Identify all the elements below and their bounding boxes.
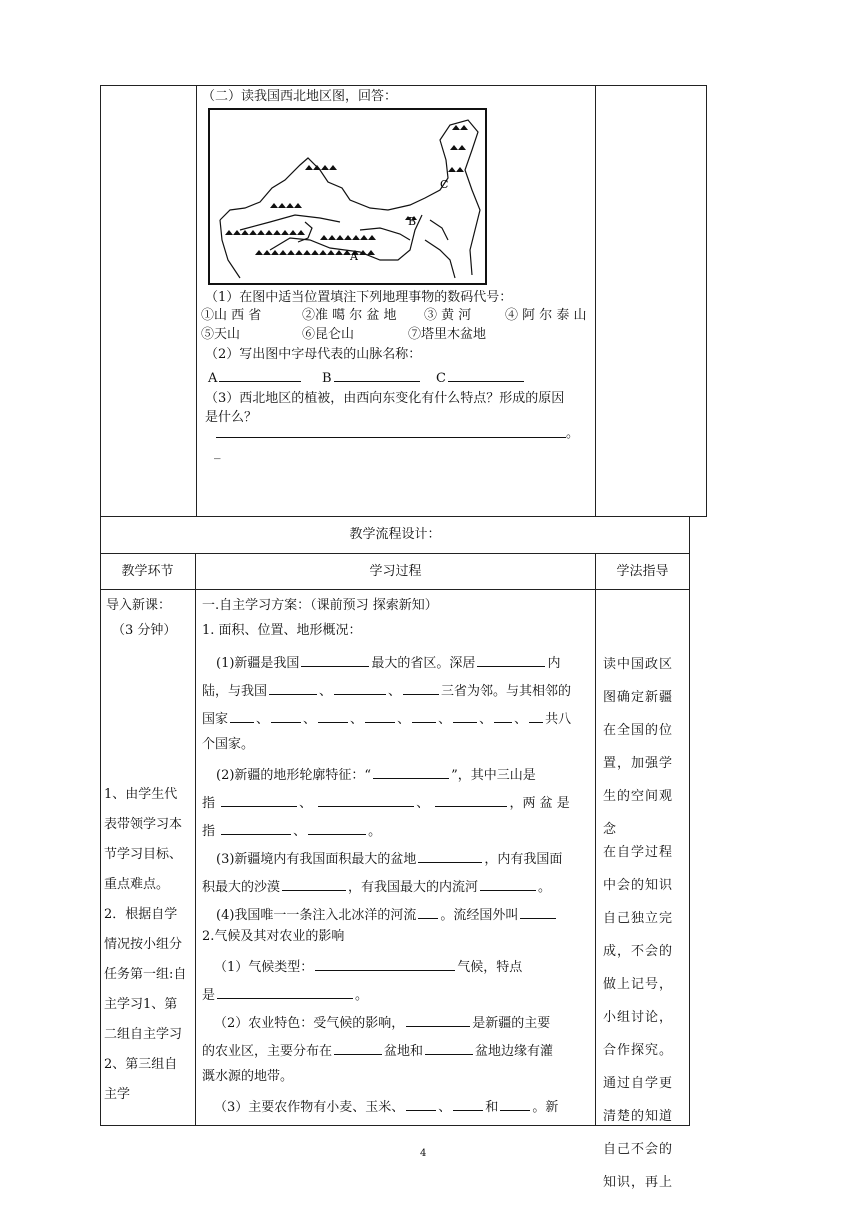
process-c3-row1: （3）主要农作物有小麦、玉米、 、 和 。新: [214, 1096, 558, 1117]
blank[interactable]: [230, 708, 254, 723]
process-line-2: 1. 面积、位置、地形概况：: [202, 623, 362, 638]
c1-text-a: （1）气候类型：: [214, 960, 314, 975]
q1-item-6: ⑥昆仑山: [302, 327, 355, 342]
lower-table-right: [689, 516, 690, 1126]
page-number: 4: [420, 1148, 427, 1159]
blank[interactable]: [318, 792, 414, 807]
blank[interactable]: [373, 764, 449, 779]
blank[interactable]: [334, 1040, 382, 1055]
blank[interactable]: [406, 1096, 436, 1111]
q1-text: （1）在图中适当位置填注下列地理事物的数码代号：: [205, 290, 513, 305]
blank[interactable]: [435, 792, 507, 807]
flow-title: 教学流程设计：: [349, 527, 441, 542]
upper-table-right: [706, 85, 707, 517]
header-teaching-step: 教学环节: [121, 564, 174, 579]
blank[interactable]: [425, 1040, 473, 1055]
blank[interactable]: [418, 904, 438, 919]
c3-text-a: （3）主要农作物有小麦、玉米、: [214, 1100, 405, 1115]
lower-table-col-2: [595, 553, 596, 1126]
q1-item-3: ③ 黄 河: [424, 308, 472, 323]
process-c2-row1: [214, 1012, 550, 1033]
q2-answer-line-c[interactable]: [448, 367, 524, 382]
map-outline-drawing: [210, 110, 485, 283]
col1-intro: 导入新课：: [106, 598, 172, 613]
q2-label-b: B: [322, 371, 332, 386]
blank[interactable]: [453, 1096, 483, 1111]
c2-text-d: 盆地和: [384, 1044, 424, 1059]
q3-end-mark: 。: [566, 426, 580, 441]
upper-table-left: [100, 85, 101, 517]
blank[interactable]: [318, 708, 348, 723]
q2-label-c: C: [436, 371, 446, 386]
process-p2-row3: 指 、 。: [202, 820, 381, 841]
c3-text-c: 。新: [532, 1100, 559, 1115]
p1-text-a: (1)新疆是我国: [216, 656, 300, 671]
p2-text-b: ”，其中三山是: [451, 768, 536, 783]
p3-text-b: ，内有我国面: [484, 852, 563, 867]
map-letter-c: C: [440, 178, 449, 191]
process-section-2: 2.气候及其对农业的影响: [202, 929, 345, 944]
q1-item-7: ⑦塔里木盆地: [408, 327, 487, 342]
p1-text-e: 三省为邻。与其相邻的: [441, 684, 572, 699]
p3-text-c: 积最大的沙漠: [202, 880, 281, 895]
blank[interactable]: [477, 652, 545, 667]
blank[interactable]: [480, 876, 536, 891]
lower-table-row-2: [100, 589, 690, 590]
header-learning-process: 学习过程: [369, 564, 422, 579]
blank[interactable]: [500, 1096, 530, 1111]
lower-table-col-1: [195, 553, 196, 1126]
blank[interactable]: [403, 680, 439, 695]
q3-text-line2: 是什么？: [205, 410, 258, 425]
blank[interactable]: [453, 708, 477, 723]
c2-text-b: 是新疆的主要: [472, 1016, 551, 1031]
blank[interactable]: [520, 904, 556, 919]
process-c1-row2: [202, 984, 368, 1005]
process-p3-row2: [202, 876, 551, 897]
blank[interactable]: [412, 708, 436, 723]
q3-answer-line[interactable]: [216, 437, 566, 438]
p3-text-d: ，有我国最大的内流河: [348, 880, 479, 895]
blank[interactable]: [334, 680, 386, 695]
blank[interactable]: [301, 652, 369, 667]
q3-dash-mark: _: [214, 445, 221, 460]
process-c2-row2: [202, 1040, 553, 1061]
lower-table-top: [100, 516, 690, 517]
col1-time: （3 分钟）: [112, 623, 177, 638]
q3-text-line1: （3）西北地区的植被，由西向东变化有什么特点？形成的原因: [205, 391, 565, 406]
p2-text-a: (2)新疆的地形轮廓特征：“: [216, 768, 372, 783]
q2-label-a: A: [208, 371, 218, 386]
blank[interactable]: [269, 680, 317, 695]
p1-text-f: 国家: [202, 712, 229, 727]
map-question-heading: （二）读我国西北地区图，回答：: [202, 89, 398, 104]
p2-text-f: 。: [368, 824, 382, 839]
header-method-guide: 学法指导: [616, 564, 669, 579]
p1-text-c: 内: [547, 656, 561, 671]
upper-table-col-divider-2: [595, 85, 596, 517]
col1-steps: 1、由学生代表带领学习本节学习目标、重点难点。2．根据自学情况按小组分任务第一组:自主学习1、第二组自主学习2、第三组自主学: [104, 787, 187, 1102]
blank[interactable]: [221, 820, 291, 835]
c2-text-c: 的农业区，主要分布在: [202, 1044, 333, 1059]
p2-text-d: ，两 盆 是: [509, 796, 570, 811]
blank[interactable]: [365, 708, 395, 723]
upper-table-col-divider-1: [196, 85, 197, 517]
blank[interactable]: [406, 1012, 470, 1027]
lower-table-bottom: [100, 1125, 690, 1126]
p3-text-e: 。: [538, 880, 552, 895]
northwest-china-map: [208, 108, 487, 285]
q1-item-5: ⑤天山: [201, 327, 241, 342]
blank[interactable]: [217, 984, 353, 999]
p4-text-b: 。流经国外叫: [440, 908, 519, 923]
c1-text-b: 气候，特点: [457, 960, 523, 975]
c2-text-a: （2）农业特色：受气候的影响，: [214, 1016, 405, 1031]
p3-text-a: (3)新疆境内有我国面积最大的盆地: [216, 852, 417, 867]
map-letter-a: A: [350, 250, 358, 263]
q1-item-1: ①山 西 省: [201, 308, 262, 323]
p4-text-a: (4)我国唯一一条注入北冰洋的河流: [216, 908, 417, 923]
process-p4-row1: [216, 904, 558, 925]
lower-table-row-1: [100, 553, 690, 554]
p2-text-e: 指: [202, 824, 216, 839]
q1-item-4: ④ 阿 尔 泰 山: [505, 308, 587, 323]
blank[interactable]: [529, 708, 543, 723]
q2-text: （2）写出图中字母代表的山脉名称：: [205, 347, 422, 362]
q1-item-2: ②准 噶 尔 盆 地: [302, 308, 397, 323]
blank[interactable]: [221, 792, 297, 807]
c3-text-b: 和: [485, 1100, 499, 1115]
blank[interactable]: [282, 876, 346, 891]
p1-text-g: 共八: [545, 712, 572, 727]
q2-blank-b[interactable]: [322, 367, 422, 388]
c2-text-e: 盆地边缘有灌: [475, 1044, 554, 1059]
q2-blank-c[interactable]: [436, 367, 526, 388]
process-p3-row1: [216, 848, 562, 869]
process-p1-row1: [216, 652, 560, 673]
q2-answer-line-a[interactable]: [219, 367, 301, 382]
p2-text-c: 指: [202, 796, 216, 811]
map-letter-b: B: [408, 215, 417, 228]
process-p1-row2: 陆，与我国 、 、 三省为邻。与其相邻的: [202, 680, 571, 701]
blank[interactable]: [418, 848, 482, 863]
p1-text-b: 最大的省区。深居: [371, 656, 476, 671]
process-p1-row4: 个国家。: [202, 737, 255, 752]
process-p2-row2: 指 、 、 ，两 盆 是: [202, 792, 570, 813]
blank[interactable]: [308, 820, 366, 835]
process-p2-row1: [216, 764, 536, 785]
q2-blank-a[interactable]: [208, 367, 303, 388]
upper-table-top: [100, 85, 707, 86]
lower-table-left: [100, 516, 101, 1126]
guide-text-2: 在自学过程中会的知识自己独立完成，不会的做上记号，小组讨论，合作探究。通过自学更清楚的知道自己不会的知识，再上: [603, 845, 674, 1190]
process-c1-row1: [214, 956, 522, 977]
q2-answer-line-b[interactable]: [334, 367, 420, 382]
process-line-1: 一.自主学习方案：（课前预习 探索新知）: [202, 598, 438, 613]
guide-text-1: 读中国政区图确定新疆在全国的位置，加强学生的空间观念: [603, 657, 674, 837]
process-c2-row3: 溉水源的地带。: [202, 1069, 294, 1084]
c1-text-c: 是: [202, 988, 216, 1003]
blank[interactable]: [315, 956, 455, 971]
blank[interactable]: [271, 708, 301, 723]
process-p1-row3: 国家 、 、 、 、 、 、 、 共八: [202, 708, 571, 729]
p1-text-d: 陆，与我国: [202, 684, 268, 699]
c1-text-d: 。: [355, 988, 369, 1003]
blank[interactable]: [494, 708, 512, 723]
